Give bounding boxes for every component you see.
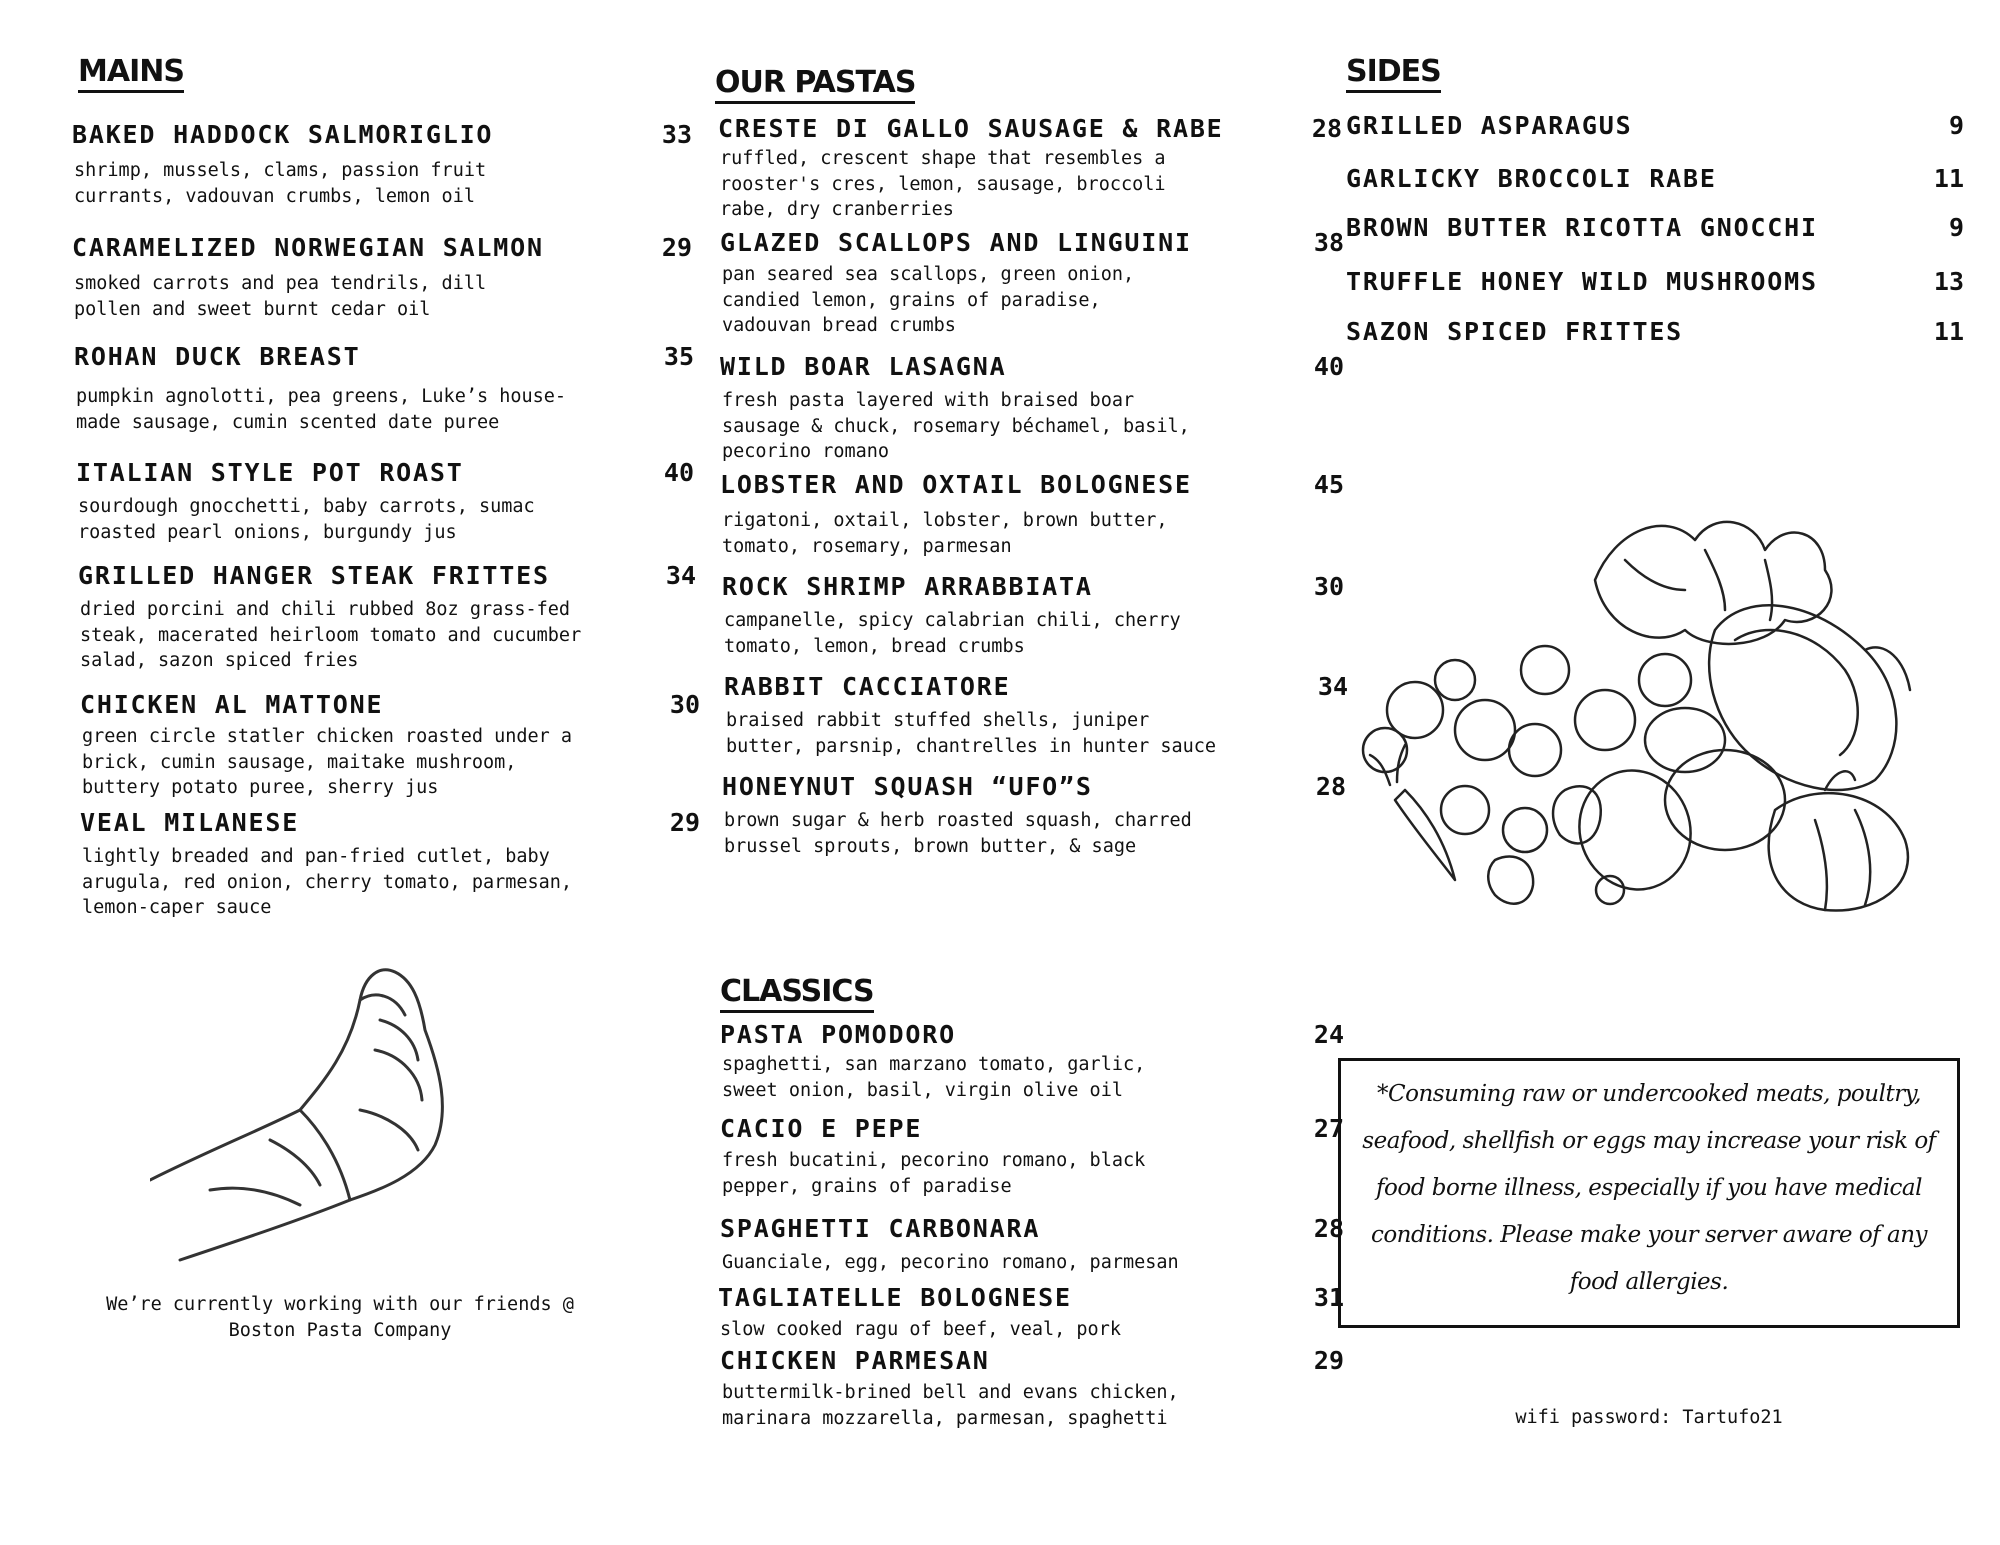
item-description: Guanciale, egg, pecorino romano, parmesan [722,1252,1179,1273]
item-description: fresh bucatini, pecorino romano, black pepper, grains of paradise [722,1150,1146,1197]
item-description: slow cooked ragu of beef, veal, pork [720,1319,1121,1340]
item-price: 13 [1933,267,1964,296]
item-name: CHICKEN AL MATTONE [80,690,384,719]
item-name: HONEYNUT SQUASH “UFO”S [722,772,1093,801]
item-price: 11 [1933,164,1964,193]
item-description: smoked carrots and pea tendrils, dill pollen and sweet burnt cedar oil [74,273,487,320]
item-price: 35 [663,342,694,371]
item-name: CHICKEN PARMESAN [720,1346,990,1375]
item-price: 34 [665,561,696,590]
allergy-notice: *Consuming raw or undercooked meats, poultry, seafood, shellfish or eggs may increase your risk of food borne illness, especially if you have medical conditions. Please make your server aware of any food allergies. [1338,1058,1960,1328]
item-name: BROWN BUTTER RICOTTA GNOCCHI [1346,213,1818,242]
item-price: 29 [661,233,692,262]
item-price: 31 [1313,1283,1344,1312]
item-price: 45 [1313,470,1344,499]
item-name: ROCK SHRIMP ARRABBIATA [722,572,1093,601]
item-name: TAGLIATELLE BOLOGNESE [718,1283,1072,1312]
item-price: 9 [1948,213,1964,242]
item-price: 11 [1933,317,1964,346]
item-description: sourdough gnocchetti, baby carrots, sumac roasted pearl onions, burgundy jus [78,496,535,543]
item-description: pumpkin agnolotti, pea greens, Luke’s house- made sausage, cumin scented date puree [76,386,567,433]
item-price: 27 [1313,1114,1344,1143]
item-name: GRILLED ASPARAGUS [1346,111,1633,140]
item-name: PASTA POMODORO [720,1020,956,1049]
item-description: spaghetti, san marzano tomato, garlic, sweet onion, basil, virgin olive oil [722,1054,1146,1101]
item-price: 40 [663,458,694,487]
item-description: brown sugar & herb roasted squash, charred brussel sprouts, brown butter, & sage [724,810,1192,857]
item-price: 38 [1313,228,1344,257]
item-name: TRUFFLE HONEY WILD MUSHROOMS [1346,267,1818,296]
item-description: pan seared sea scallops, green onion, candied lemon, grains of paradise, vadouvan bread crumbs [722,264,1135,336]
item-price: 40 [1313,352,1344,381]
item-price: 30 [1313,572,1344,601]
item-price: 28 [1315,772,1346,801]
item-name: GLAZED SCALLOPS AND LINGUINI [720,228,1192,257]
item-description: buttermilk-brined bell and evans chicken, marinara mozzarella, parmesan, spaghetti [722,1382,1179,1429]
hand-illustration [150,960,550,1280]
item-name: CARAMELIZED NORWEGIAN SALMON [72,233,544,262]
partner-note: We’re currently working with our friends @ Boston Pasta Company [106,1294,574,1341]
item-name: BAKED HADDOCK SALMORIGLIO [72,120,494,149]
item-price: 24 [1313,1020,1344,1049]
item-description: dried porcini and chili rubbed 8oz grass-fed steak, macerated heirloom tomato and cucumber salad, sazon spiced fries [80,599,582,671]
item-price: 33 [661,120,692,149]
item-description: green circle statler chicken roasted under a brick, cumin sausage, maitake mushroom, buttery potato puree, sherry jus [82,726,573,798]
item-name: CACIO E PEPE [720,1114,923,1143]
item-name: LOBSTER AND OXTAIL BOLOGNESE [720,470,1192,499]
item-price: 29 [1313,1346,1344,1375]
mains-title: MAINS [78,55,184,93]
item-description: ruffled, crescent shape that resembles a rooster's cres, lemon, sausage, broccoli rabe, dry cranberries [720,148,1166,220]
vegetables-illustration [1345,490,1945,920]
classics-title: CLASSICS [720,975,874,1013]
wifi-password: wifi password: Tartufo21 [1515,1407,1783,1428]
item-price: 28 [1313,1214,1344,1243]
item-name: VEAL MILANESE [80,808,300,837]
item-name: ITALIAN STYLE POT ROAST [76,458,464,487]
item-name: SPAGHETTI CARBONARA [720,1214,1041,1243]
item-price: 28 [1311,114,1342,143]
item-price: 34 [1317,672,1348,701]
item-description: rigatoni, oxtail, lobster, brown butter, tomato, rosemary, parmesan [722,510,1168,557]
item-price: 30 [669,690,700,719]
item-name: CRESTE DI GALLO SAUSAGE & RABE [718,114,1224,143]
item-name: SAZON SPICED FRITTES [1346,317,1684,346]
item-name: WILD BOAR LASAGNA [720,352,1007,381]
item-name: GARLICKY BROCCOLI RABE [1346,164,1717,193]
item-price: 9 [1948,111,1964,140]
item-name: RABBIT CACCIATORE [724,672,1011,701]
item-description: campanelle, spicy calabrian chili, cherry tomato, lemon, bread crumbs [724,610,1181,657]
sides-title: SIDES [1346,55,1441,93]
pastas-title: OUR PASTAS [715,66,915,104]
item-description: lightly breaded and pan-fried cutlet, baby arugula, red onion, cherry tomato, parmesan, lemon-caper sauce [82,846,573,918]
item-description: shrimp, mussels, clams, passion fruit currants, vadouvan crumbs, lemon oil [74,160,487,207]
item-description: fresh pasta layered with braised boar sausage & chuck, rosemary béchamel, basil, pecorino romano [722,390,1190,462]
item-name: GRILLED HANGER STEAK FRITTES [78,561,550,590]
item-price: 29 [669,808,700,837]
item-name: ROHAN DUCK BREAST [74,342,361,371]
item-description: braised rabbit stuffed shells, juniper butter, parsnip, chantrelles in hunter sauce [726,710,1217,757]
